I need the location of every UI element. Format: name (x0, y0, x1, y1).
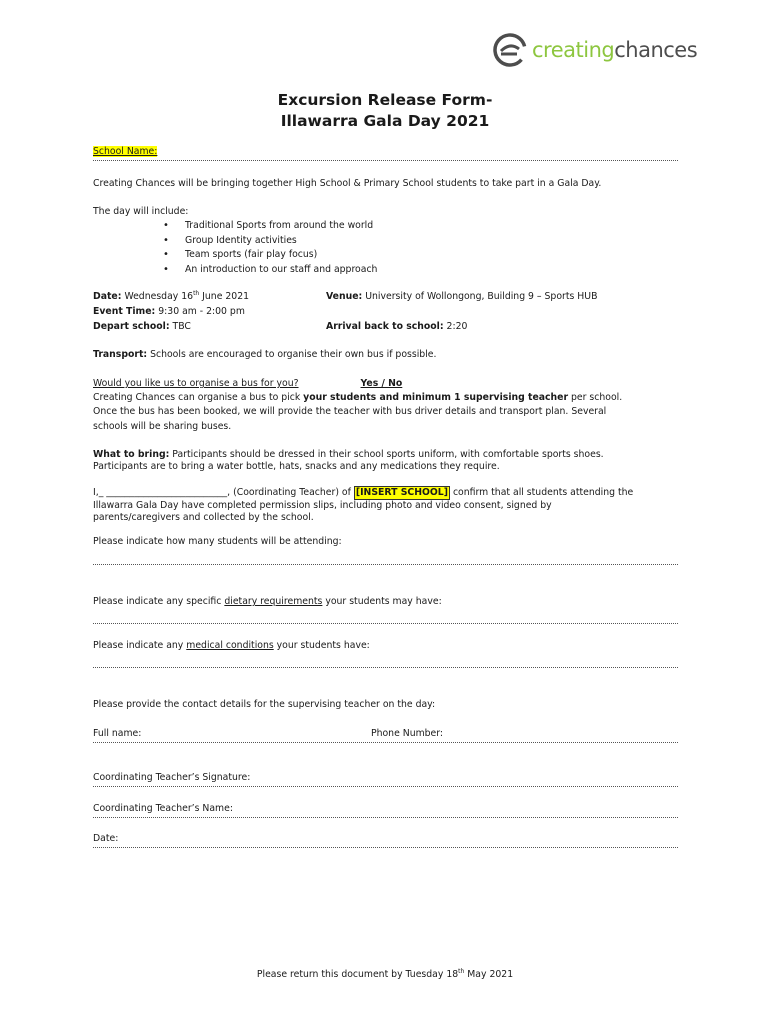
bus-info-bold: your students and minimum 1 supervising teacher (303, 392, 569, 403)
depart-row (93, 320, 191, 334)
form-title-line1: Excursion Release Form- (277, 91, 493, 109)
bring-line1: What to bring: Participants should be dressed in their school sports uniform, with comfortable sports shoes. (93, 449, 604, 460)
coord-name-label: Coordinating Teacher’s Name: (93, 803, 233, 814)
creating-chances-logo-icon (492, 32, 530, 68)
medical-label: Please indicate any medical conditions your students have: (93, 640, 370, 651)
date-row (93, 290, 249, 304)
day-include-label: The day will include: (93, 206, 189, 217)
date-value: Wednesday 16th June 2021 (124, 289, 250, 302)
bus-info-line3: schools will be sharing buses. (93, 421, 232, 432)
bus-info-line1: Creating Chances can organise a bus to pick your students and minimum 1 supervising teacher per school. (93, 392, 623, 403)
list-item: • Traditional Sports from around the world (163, 219, 377, 234)
arrival-row (326, 320, 467, 334)
students-count-label: Please indicate how many students will be attending: (93, 536, 342, 547)
event-time-value: 9:30 am - 2:00 pm (158, 306, 245, 317)
full-name-label: Full name: (93, 728, 142, 739)
bus-yes-no-choice[interactable]: Yes / No (360, 378, 403, 389)
signature-label: Coordinating Teacher’s Signature: (93, 772, 251, 783)
event-time-row (93, 305, 245, 319)
bus-info-line2: Once the bus has been booked, we will provide the teacher with bus driver details and transport plan. Several (93, 406, 607, 417)
bring-label: What to bring: (93, 449, 170, 460)
creating-chances-logo (492, 32, 697, 68)
depart-value: TBC (172, 321, 191, 332)
dietary-requirements-link: dietary requirements (224, 596, 323, 607)
bus-question-row (93, 377, 402, 391)
phone-label: Phone Number: (371, 728, 444, 739)
logo-word-creating: creating (532, 38, 615, 62)
contact-field[interactable] (93, 742, 678, 743)
dietary-field[interactable] (93, 623, 678, 624)
bus-question: Would you like us to organise a bus for you? (93, 378, 299, 389)
arrival-value: 2:20 (446, 321, 468, 332)
insert-school-field[interactable]: [INSERT SCHOOL] (355, 487, 448, 498)
transport-text: Schools are encouraged to organise their own bus if possible. (150, 349, 437, 360)
logo-word-chances: chances (614, 38, 698, 62)
activities-list (163, 219, 377, 277)
consent-line2: Illawarra Gala Day have completed permission slips, including photo and video consent, signed by (93, 500, 552, 511)
list-item: • An introduction to our staff and approach (163, 263, 377, 278)
school-name-field[interactable] (93, 160, 678, 161)
contact-label: Please provide the contact details for the supervising teacher on the day: (93, 699, 436, 710)
venue-row (326, 290, 597, 304)
consent-line3: parents/caregivers and collected by the school. (93, 512, 314, 523)
dietary-label: Please indicate any specific dietary requirements your students may have: (93, 596, 442, 607)
transport-row (93, 348, 436, 362)
venue-label: Venue: (326, 291, 363, 302)
event-time-label: Event Time: (93, 306, 156, 317)
arrival-label: Arrival back to school: (326, 321, 444, 332)
school-name-label-text: School Name: (93, 146, 158, 157)
consent-line1: I,_ __________________________, (Coordinating Teacher) of [INSERT SCHOOL] confirm that all students attending the (93, 487, 634, 498)
medical-field[interactable] (93, 667, 678, 668)
date-label: Date: (93, 291, 122, 302)
form-title-line2: Illawarra Gala Day 2021 (280, 112, 490, 130)
coord-name-field[interactable] (93, 817, 678, 818)
students-count-field[interactable] (93, 564, 678, 565)
list-item: • Team sports (fair play focus) (163, 248, 377, 263)
medical-conditions-link: medical conditions (186, 640, 274, 651)
transport-label: Transport: (93, 349, 148, 360)
venue-value: University of Wollongong, Building 9 – Sports HUB (365, 291, 598, 302)
signature-field[interactable] (93, 786, 678, 787)
logo-wordmark (532, 32, 697, 68)
list-item: • Group Identity activities (163, 234, 377, 249)
intro-text: Creating Chances will be bringing together High School & Primary School students to take part in a Gala Day. (93, 178, 602, 189)
date-field-label: Date: (93, 833, 119, 844)
bring-line2: Participants are to bring a water bottle, hats, snacks and any medications they require. (93, 461, 500, 472)
date-field[interactable] (93, 847, 678, 848)
depart-label: Depart school: (93, 321, 170, 332)
school-name-label (93, 145, 157, 159)
return-by-note: Please return this document by Tuesday 18th May 2021 (256, 967, 514, 980)
